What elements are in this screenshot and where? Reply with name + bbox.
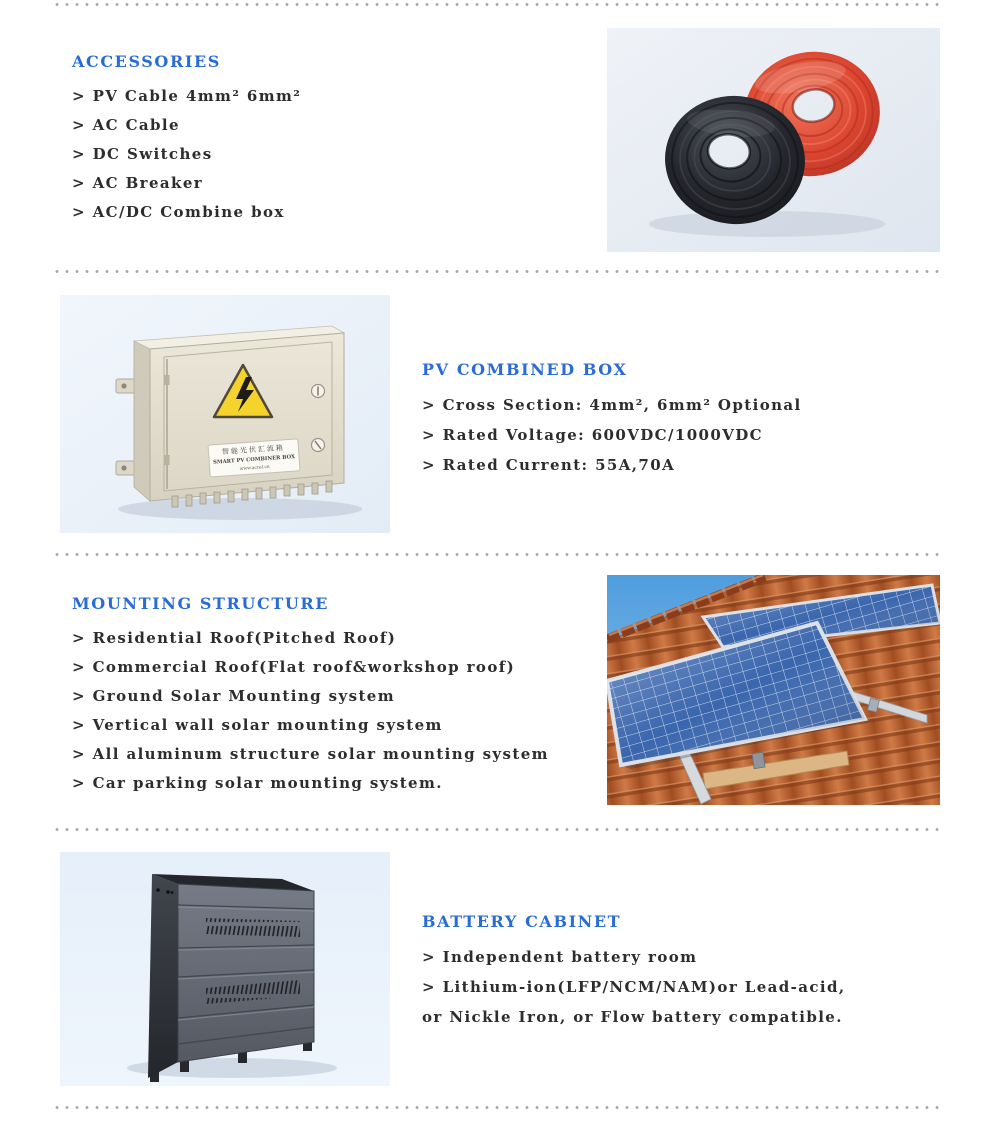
list-item: > Ground Solar Mounting system — [72, 687, 396, 705]
list-item: > DC Switches — [72, 145, 213, 163]
pv-cables-photo — [607, 28, 940, 252]
list-item: or Nickle Iron, or Flow battery compatible. — [422, 1008, 843, 1026]
section-battery-cabinet — [422, 912, 846, 1032]
list-item: > PV Cable 4mm² 6mm² — [72, 87, 302, 105]
list-item: > AC Breaker — [72, 174, 204, 192]
section-divider — [55, 552, 945, 557]
section-title-battery-cabinet: BATTERY CABINET — [422, 912, 622, 931]
list-item: > Cross Section: 4mm², 6mm² Optional — [422, 396, 802, 414]
section-mounting-structure — [72, 594, 549, 798]
section-title-pv-combined-box: PV COMBINED BOX — [422, 360, 628, 379]
section-title-accessories: ACCESSORIES — [72, 52, 221, 71]
battery-cabinet-list — [422, 942, 846, 1032]
list-item: > Commercial Roof(Flat roof&workshop roof) — [72, 658, 516, 676]
list-item: > Vertical wall solar mounting system — [72, 716, 443, 734]
cabinet-left-side — [148, 874, 178, 1078]
battery-cabinet-photo — [60, 852, 390, 1086]
section-divider — [55, 269, 945, 274]
section-divider — [55, 827, 945, 832]
vent-row-upper — [206, 918, 300, 937]
section-divider — [55, 1105, 945, 1110]
list-item: > AC Cable — [72, 116, 180, 134]
list-item: > Car parking solar mounting system. — [72, 774, 443, 792]
nameplate-line3: www.acrel.cn — [239, 464, 270, 472]
combiner-left-side — [134, 341, 150, 501]
accessories-list — [72, 82, 301, 227]
section-title-mounting-structure: MOUNTING STRUCTURE — [72, 594, 330, 613]
combiner-nameplate — [208, 439, 300, 477]
nameplate-line1: 智能光伏汇流箱 — [221, 443, 286, 457]
mounting-structure-list — [72, 624, 549, 798]
list-item: > Lithium-ion(LFP/NCM/NAM)or Lead-acid, — [422, 978, 846, 996]
nameplate-line2: SMART PV COMBINER BOX — [212, 454, 296, 466]
list-item: > AC/DC Combine box — [72, 203, 285, 221]
list-item: > Residential Roof(Pitched Roof) — [72, 629, 397, 647]
list-item: > All aluminum structure solar mounting system — [72, 745, 549, 763]
pv-combiner-box-photo — [60, 295, 390, 533]
section-accessories — [72, 52, 301, 227]
section-divider — [55, 2, 945, 7]
list-item: > Rated Current: 55A,70A — [422, 456, 676, 474]
section-pv-combined-box — [422, 360, 802, 480]
list-item: > Independent battery room — [422, 948, 698, 966]
list-item: > Rated Voltage: 600VDC/1000VDC — [422, 426, 764, 444]
pv-combined-box-list — [422, 390, 802, 480]
roof-mounting-photo — [607, 575, 940, 805]
rail-foot — [752, 752, 765, 768]
